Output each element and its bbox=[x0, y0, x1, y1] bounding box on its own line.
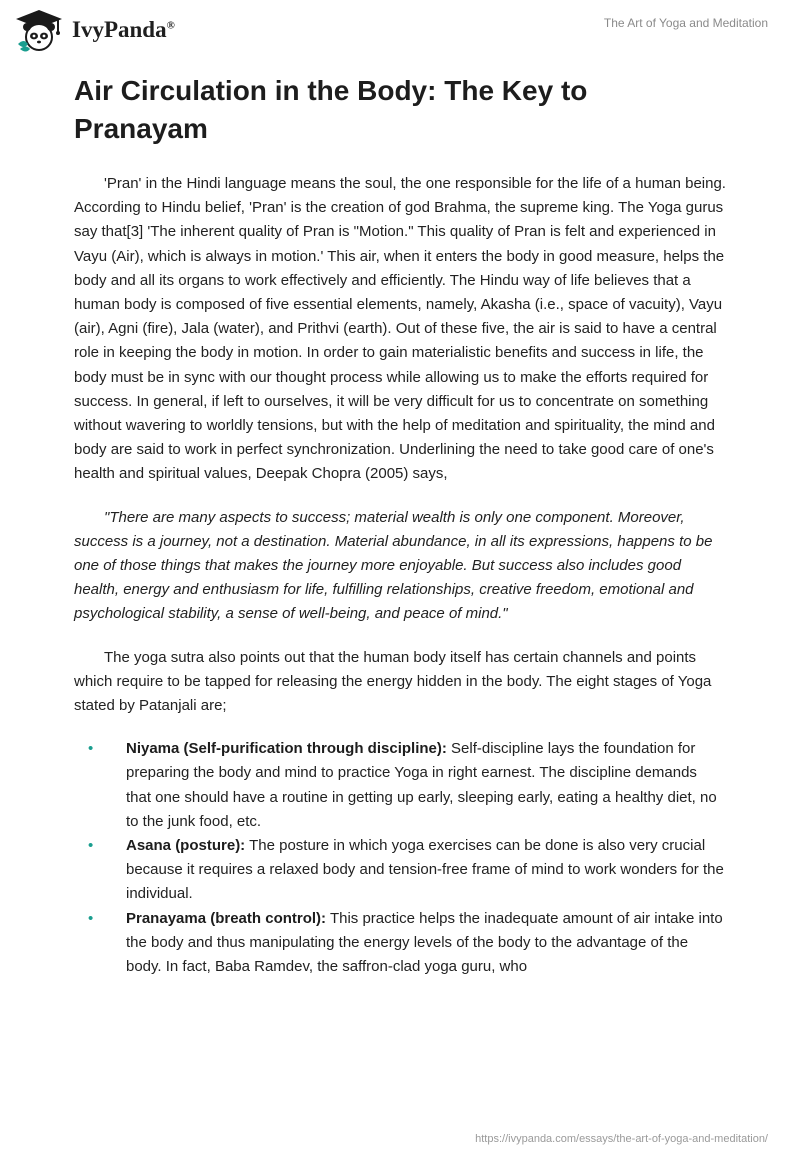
list-item-term: Asana (posture): bbox=[126, 837, 246, 855]
bullet-icon: • bbox=[88, 740, 94, 758]
article-title: Air Circulation in the Body: The Key to Pranayam bbox=[74, 75, 588, 144]
article-body bbox=[74, 72, 726, 979]
paragraph-pran: 'Pran' in the Hindi language means the soul, the one responsible for the life of a human being. According to Hindu belief, 'Pran' is the creation of god Brahma, the supreme king. The Yoga gurus say that[3] 'The inherent quality of Pran is "Motion." This quality of Pran is felt and experienced in Vayu (Air), which is always in motion.' This air, when it enters the body in good measure, helps the body and all its organs to work effectively and efficiently. The Hindu way of life believes that a human body is composed of five essential elements, namely, Akasha (i.e., space of vacuity), Vayu (air), Agni (fire), Jala (water), and Prithvi (earth). Out of these five, the air is said to have a central role in keeping the body in motion. In order to gain materialistic benefits and success in life, the body must be in sync with our thought process while allowing us to make the efforts required for success. In general, if left to ourselves, it will be very difficult for us to concentrate on something without wavering to worldly tensions, but with the help of meditation and spirituality, the mind and body are said to work in perfect synchronization. Underlining the need to take good care of one's health and spiritual values, Deepak Chopra (2005) says, bbox=[74, 175, 726, 483]
list-item-term: Pranayama (breath control): bbox=[126, 909, 327, 927]
ivypanda-logo[interactable] bbox=[14, 8, 175, 52]
page-header bbox=[0, 0, 800, 60]
source-url[interactable]: https://ivypanda.com/essays/the-art-of-yoga-and-meditation/ bbox=[475, 1133, 768, 1145]
list-item-asana bbox=[74, 834, 726, 907]
yoga-stages-list bbox=[74, 737, 726, 979]
list-item-text: The posture in which yoga exercises can be done is also very crucial because it requires a relaxed body and tension-free frame of mind to work wonders for the individual. bbox=[126, 837, 724, 903]
list-item-text: Self-discipline lays the foundation for preparing the body and mind to practice Yoga in right earnest. The discipline demands that one should have a routine in getting up early, sleeping early, eating a healthy diet, no to the junk food, etc. bbox=[126, 740, 717, 830]
list-item-niyama bbox=[74, 737, 726, 834]
list-item-term: Niyama (Self-purification through discipline): bbox=[126, 740, 447, 758]
bullet-icon: • bbox=[88, 909, 94, 927]
paragraph-yoga-sutra: The yoga sutra also points out that the human body itself has certain channels and points which require to be tapped for releasing the energy hidden in the body. The eight stages of Yoga stated by Patanjali are; bbox=[74, 648, 712, 715]
running-title: The Art of Yoga and Meditation bbox=[603, 16, 768, 30]
chopra-quote: "There are many aspects to success; material wealth is only one component. Moreover, success is a journey, not a destination. Material abundance, in all its expressions, happens to be one of those things that makes the journey more enjoyable. But success also includes good health, energy and enthusiasm for life, fulfilling relationships, creative freedom, emotional and psychological stability, a sense of well-being, and peace of mind." bbox=[74, 508, 713, 623]
list-item-text: This practice helps the inadequate amount of air intake into the body and thus manipulating the energy levels of the body to the advantage of the body. In fact, Baba Ramdev, the saffron-clad yoga guru, who bbox=[126, 909, 723, 976]
list-item-pranayama bbox=[74, 907, 726, 980]
bullet-icon: • bbox=[88, 837, 94, 855]
panda-graduate-icon bbox=[14, 8, 64, 52]
logo-wordmark: IvyPanda® bbox=[72, 17, 175, 42]
